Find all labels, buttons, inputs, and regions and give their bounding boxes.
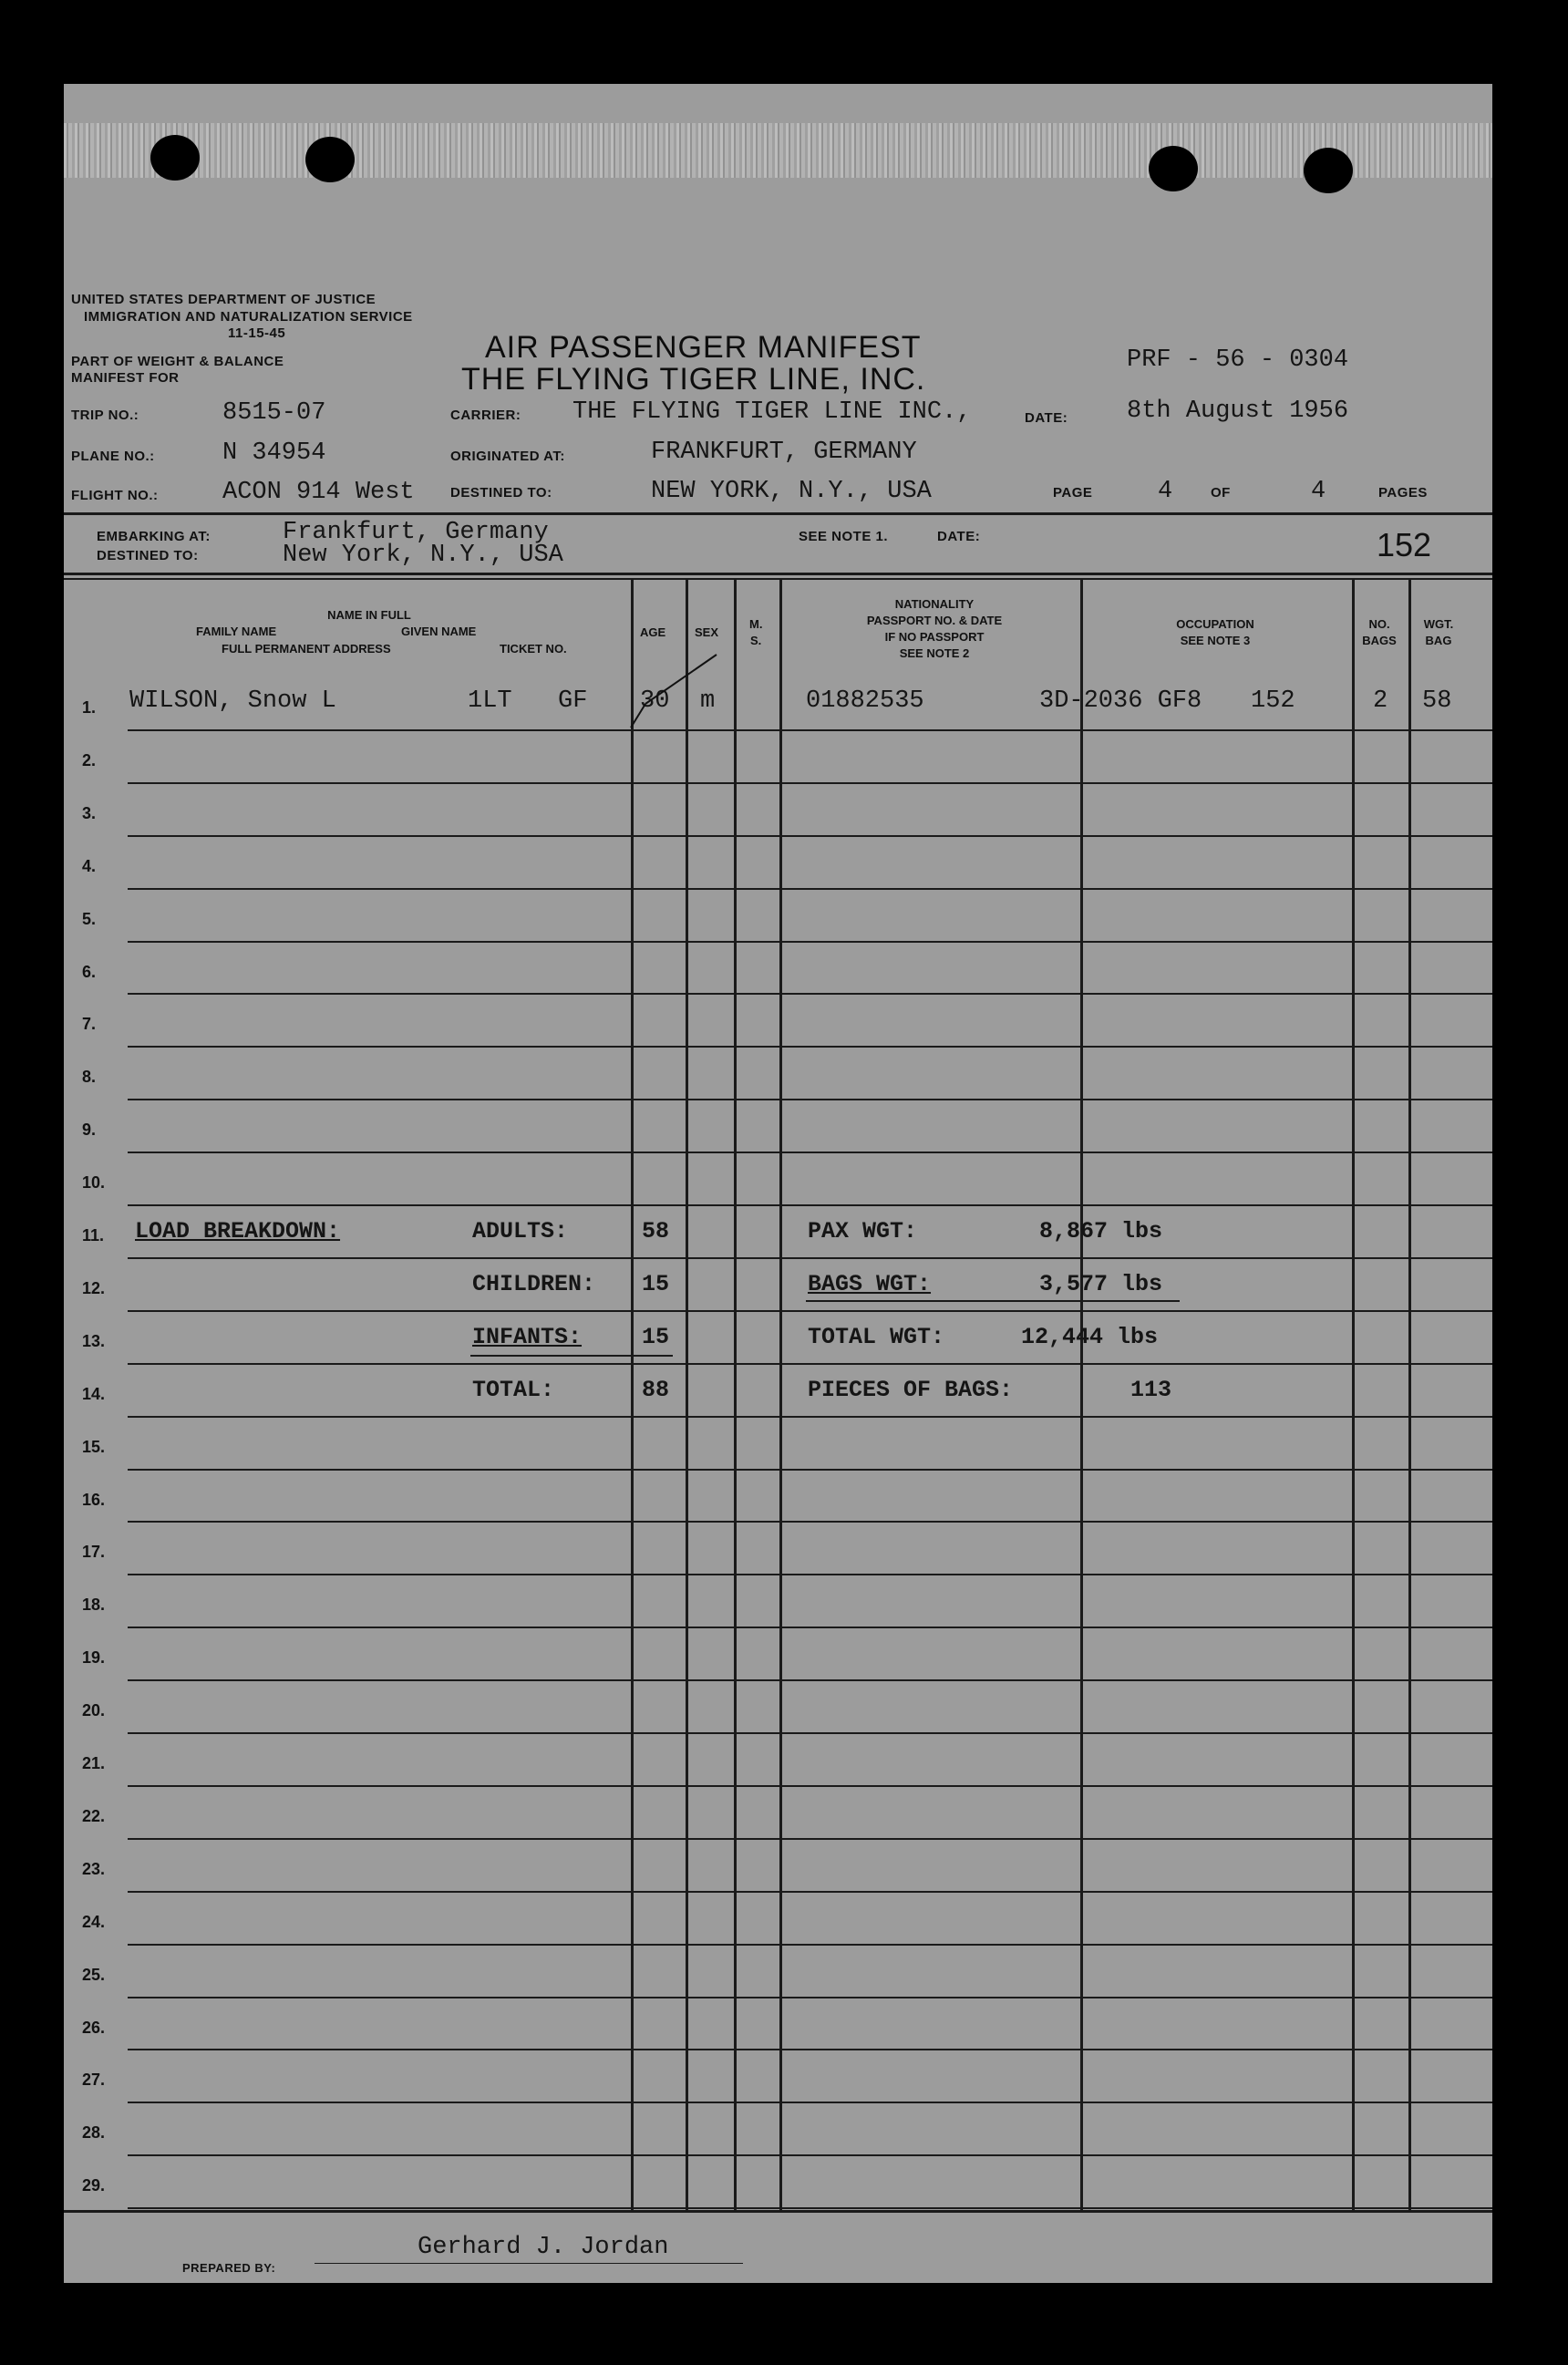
punch-hole (1304, 148, 1353, 193)
pax-wgt-value: 8,867 lbs (1039, 1218, 1163, 1244)
passenger-passport: 01882535 (806, 687, 924, 715)
row-rule (128, 1363, 1492, 1365)
bags-wgt-value: 3,577 lbs (1039, 1271, 1163, 1297)
row-rule (128, 2102, 1492, 2103)
children-value: 15 (642, 1271, 670, 1297)
weights-rule (806, 1300, 1180, 1302)
destined-value: NEW YORK, N.Y., USA (651, 478, 932, 505)
of-value: 4 (1311, 478, 1326, 505)
flight-label: FLIGHT NO.: (71, 488, 159, 503)
col-address: FULL PERMANENT ADDRESS (222, 642, 391, 656)
row-rule (128, 1838, 1492, 1840)
row-number: 2. (82, 750, 97, 769)
embark-date-label: DATE: (937, 529, 981, 544)
originated-label: ORIGINATED AT: (450, 449, 565, 464)
row-number: 24. (82, 1912, 106, 1931)
agency-line-2: IMMIGRATION AND NATURALIZATION SERVICE (84, 309, 413, 325)
carrier-label: CARRIER: (450, 408, 521, 423)
row-rule (128, 1679, 1492, 1681)
punch-hole (1149, 146, 1198, 191)
row-rule (128, 2049, 1492, 2050)
trip-label: TRIP NO.: (71, 408, 139, 423)
row-number: 27. (82, 2071, 106, 2090)
row-rule (128, 2207, 1492, 2209)
form-date: 11-15-45 (228, 325, 286, 341)
carrier-value: THE FLYING TIGER LINE INC., (573, 398, 972, 426)
col-occupation: OCCUPATION (1176, 617, 1254, 631)
children-label: CHILDREN: (472, 1271, 596, 1297)
total-value: 88 (642, 1377, 670, 1403)
row-number: 26. (82, 2018, 106, 2037)
row-rule (128, 1469, 1492, 1471)
row-rule (128, 1046, 1492, 1048)
of-label: OF (1211, 485, 1231, 501)
footer-rule (64, 2210, 1492, 2213)
row-number: 13. (82, 1331, 106, 1350)
row-rule (128, 2154, 1492, 2156)
row-number: 21. (82, 1754, 106, 1772)
row-number: 10. (82, 1173, 106, 1193)
row-rule (128, 782, 1492, 784)
row-rule (128, 1944, 1492, 1946)
row-rule (128, 1997, 1492, 1998)
passenger-occ-code: 152 (1251, 687, 1295, 715)
embarking-value: Frankfurt, Germany (283, 519, 549, 546)
embark-destined-label: DESTINED TO: (97, 548, 199, 563)
col-divider (631, 578, 634, 2212)
page-value: 4 (1158, 478, 1173, 505)
bags-wgt-label: BAGS WGT: (808, 1271, 932, 1297)
col-ms-1: M. (749, 617, 763, 631)
row-rule (128, 1204, 1492, 1206)
page-label: PAGE (1053, 485, 1093, 501)
stamp-number: 152 (1377, 526, 1432, 563)
row-rule (128, 1099, 1492, 1100)
row-number: 6. (82, 962, 97, 981)
row-number: 18. (82, 1596, 106, 1615)
row-rule (128, 1732, 1492, 1734)
embark-destined-value: New York, N.Y., USA (283, 542, 563, 569)
row-number: 5. (82, 909, 97, 928)
part-of-line-2: MANIFEST FOR (71, 370, 180, 386)
plane-label: PLANE NO.: (71, 449, 155, 464)
table-top-rule-2 (64, 578, 1492, 580)
col-divider (779, 578, 782, 2212)
row-number: 11. (82, 1226, 105, 1244)
row-rule (128, 1416, 1492, 1418)
row-rule (128, 729, 1492, 731)
part-of-line-1: PART OF WEIGHT & BALANCE (71, 354, 284, 369)
row-number: 19. (82, 1648, 106, 1668)
row-rule (128, 941, 1492, 943)
col-ticket: TICKET NO. (500, 642, 567, 656)
breakdown-title: LOAD BREAKDOWN: (135, 1218, 341, 1244)
col-ms-2: S. (750, 634, 762, 647)
total-wgt-value: 12,444 lbs (1021, 1324, 1159, 1350)
row-number: 28. (82, 2123, 106, 2143)
pieces-value: 113 (1130, 1377, 1172, 1403)
row-number: 23. (82, 1859, 106, 1878)
row-number: 16. (82, 1490, 106, 1509)
punch-strip (64, 123, 1492, 178)
originated-value: FRANKFURT, GERMANY (651, 439, 917, 466)
infants-label: INFANTS: (472, 1324, 583, 1350)
total-rule (470, 1355, 673, 1357)
date-label: DATE: (1025, 410, 1068, 426)
punch-hole (305, 137, 355, 182)
passenger-age: 30 (640, 687, 670, 715)
row-number: 8. (82, 1068, 97, 1087)
plane-value: N 34954 (222, 439, 326, 467)
prepared-label: PREPARED BY: (182, 2261, 276, 2275)
total-label: TOTAL: (472, 1377, 555, 1403)
carrier-title: THE FLYING TIGER LINE, INC. (461, 362, 926, 397)
row-rule (128, 1521, 1492, 1523)
row-rule (128, 1257, 1492, 1259)
row-number: 29. (82, 2176, 106, 2195)
col-divider (1408, 578, 1411, 2212)
row-number: 7. (82, 1015, 97, 1034)
row-number: 22. (82, 1806, 106, 1825)
adults-label: ADULTS: (472, 1218, 569, 1244)
col-see-note-2: SEE NOTE 2 (899, 646, 970, 660)
infants-value: 15 (642, 1324, 670, 1350)
col-passport: PASSPORT NO. & DATE (866, 614, 1003, 627)
passenger-rank: 1LT (468, 687, 512, 715)
trip-value: 8515-07 (222, 399, 326, 427)
col-wgt-bag-2: BAG (1425, 634, 1452, 647)
col-divider (734, 578, 737, 2212)
row-rule (128, 1310, 1492, 1312)
passenger-weight: 58 (1422, 687, 1452, 715)
passenger-bags: 2 (1373, 687, 1388, 715)
pages-label: PAGES (1378, 485, 1428, 501)
total-wgt-label: TOTAL WGT: (808, 1324, 945, 1350)
col-divider (1080, 578, 1083, 2212)
row-number: 20. (82, 1701, 106, 1720)
date-value: 8th August 1956 (1127, 398, 1349, 425)
row-rule (128, 1785, 1492, 1787)
see-note-label: SEE NOTE 1. (799, 529, 889, 544)
col-divider (1352, 578, 1355, 2212)
col-nationality: NATIONALITY (894, 597, 975, 611)
destined-label: DESTINED TO: (450, 485, 552, 501)
row-rule (128, 993, 1492, 995)
col-given-name: GIVEN NAME (401, 625, 477, 638)
col-divider (686, 578, 688, 2212)
pax-wgt-label: PAX WGT: (808, 1218, 918, 1244)
agency-line-1: UNITED STATES DEPARTMENT OF JUSTICE (71, 292, 377, 307)
row-rule (128, 835, 1492, 837)
passenger-sex: m (700, 687, 716, 715)
row-number: 17. (82, 1543, 106, 1562)
col-family-name: FAMILY NAME (196, 625, 277, 638)
passenger-name: WILSON, Snow L (129, 687, 336, 715)
flight-value: ACON 914 West (222, 479, 415, 506)
row-rule (128, 888, 1492, 890)
prepared-value: Gerhard J. Jordan (418, 2234, 669, 2261)
adults-value: 58 (642, 1218, 670, 1244)
form-title: AIR PASSENGER MANIFEST (485, 330, 922, 365)
col-name-header: NAME IN FULL (327, 608, 411, 622)
row-rule (128, 1627, 1492, 1628)
passenger-occupation: 3D-2036 GF8 (1039, 687, 1202, 715)
row-number: 9. (82, 1121, 97, 1140)
row-number: 4. (82, 856, 97, 875)
col-no-bags-2: BAGS (1362, 634, 1397, 647)
row-number: 15. (82, 1437, 106, 1456)
row-number: 1. (82, 698, 97, 717)
passenger-ticket: GF (558, 687, 588, 715)
row-rule (128, 1891, 1492, 1893)
row-number: 3. (82, 803, 97, 822)
col-age: AGE (640, 625, 666, 639)
check-mark (629, 649, 729, 731)
table-top-rule (64, 573, 1492, 575)
col-if-no-passport: IF NO PASSPORT (884, 630, 985, 644)
col-see-note-3: SEE NOTE 3 (1180, 634, 1251, 647)
row-rule (128, 1574, 1492, 1575)
punch-hole (150, 135, 200, 181)
row-number: 25. (82, 1965, 106, 1984)
embarking-label: EMBARKING AT: (97, 529, 211, 544)
col-no-bags-1: NO. (1368, 617, 1390, 631)
row-rule (128, 1152, 1492, 1153)
signature-line (315, 2263, 743, 2264)
row-number: 12. (82, 1278, 106, 1297)
header-rule (64, 512, 1492, 515)
reference-number: PRF - 56 - 0304 (1127, 346, 1349, 374)
pieces-label: PIECES OF BAGS: (808, 1377, 1014, 1403)
col-wgt-bag-1: WGT. (1423, 617, 1454, 631)
row-number: 14. (82, 1384, 106, 1403)
col-sex: SEX (695, 625, 719, 639)
